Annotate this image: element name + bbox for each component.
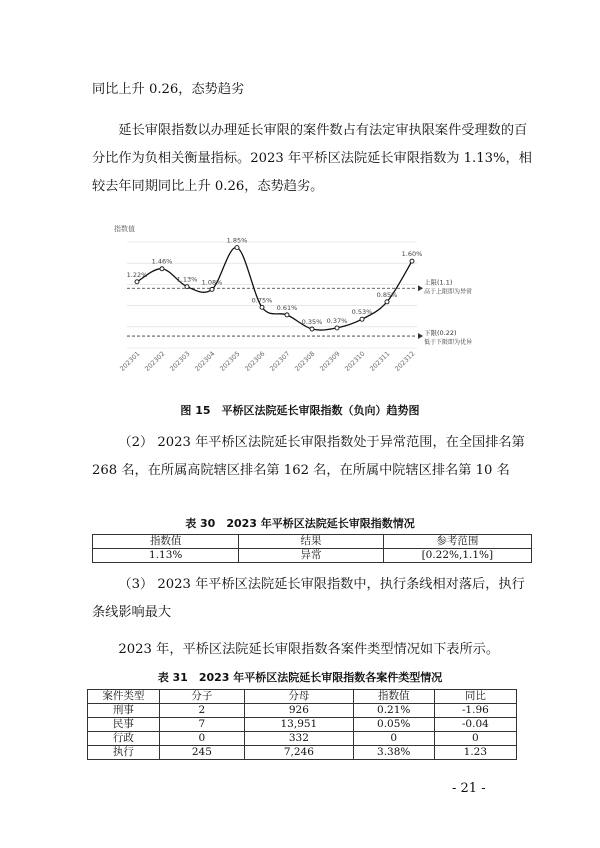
header-result: 结果 [239,535,383,549]
reference-range-cell: [0.22%,1.1%] [383,549,531,563]
header-reference-range: 参考范围 [383,535,531,549]
paragraph-intro-table: 2023 年，平桥区法院延长审限指数各案件类型情况如下表所示。 [118,642,500,657]
numerator-cell: 0 [159,732,244,746]
data-point [310,327,314,331]
page-number: - 21 - [452,781,486,796]
numerator-cell: 7 [159,718,244,732]
trend-chart [112,222,473,382]
data-label: 1.13% [176,275,198,284]
lower-limit-label: 下限(0.22) [424,329,457,338]
case-type-cell: 刑事 [88,704,160,718]
x-tick-label: 202302 [143,349,167,373]
upper-limit-note: 高于上限即为异常 [424,288,473,296]
table-row [88,718,517,732]
lower-limit-note: 低于下限即为优异 [424,339,473,347]
data-point [160,267,164,271]
x-tick-label: 202307 [268,349,292,373]
data-point [235,246,239,250]
data-label: 0.61% [276,303,298,312]
table-row [93,549,532,563]
index-cell: 0.05% [353,718,434,732]
data-label: 1.60% [401,250,423,259]
denominator-cell: 7,246 [245,746,354,760]
case-type-table [87,689,517,760]
data-label: 0.35% [301,318,323,326]
data-label: 0.75% [251,296,273,305]
header-index-value: 指数值 [93,535,239,549]
header-case-type: 案件类型 [88,690,160,704]
data-label: 1.46% [151,257,173,266]
x-tick-label: 202303 [168,349,192,373]
data-label: 1.22% [126,270,148,279]
table-row [88,704,517,718]
header-numerator: 分子 [159,690,244,704]
paragraph-execution: （3） 2023 年平桥区法院延长审限指数中，执行条线相对落后，执行条线影响最大 [92,577,525,620]
x-tick-label: 202301 [118,349,142,373]
data-label: 1.85% [226,236,248,245]
x-tick-label: 202305 [218,349,242,373]
numerator-cell: 245 [159,746,244,760]
index-cell: 3.38% [353,746,434,760]
numerator-cell: 2 [159,704,244,718]
denominator-cell: 13,951 [245,718,354,732]
paragraph-definition: 延长审限指数以办理延长审限的案件数占有法定审执限案件受理数的百分比作为负相关衡量指标。2023 年平桥区法院延长审限指数为 1.13%，相较去年同期同比上升 0.26，态势趋劣。 [92,123,532,194]
yoy-cell: 1.23 [434,746,516,760]
table-row [88,732,517,746]
data-label: 1.08% [201,278,223,287]
data-point [385,300,389,304]
case-type-cell: 执行 [88,746,160,760]
index-table [92,534,532,563]
yoy-cell: -0.04 [434,718,516,732]
data-point [335,326,339,330]
case-type-cell: 民事 [88,718,160,732]
x-tick-label: 202308 [293,349,317,373]
x-tick-label: 202312 [393,349,417,373]
data-point [210,287,214,291]
data-point [135,280,139,284]
lower-limit-arrow [418,333,423,339]
data-label: 0.53% [351,308,373,317]
table-row [88,746,517,760]
result-cell: 异常 [239,549,383,563]
denominator-cell: 926 [245,704,354,718]
denominator-cell: 332 [245,732,354,746]
x-tick-label: 202311 [368,349,392,373]
x-tick-label: 202304 [193,349,217,373]
data-label: 0.37% [326,316,348,325]
data-point [360,317,364,321]
header-yoy: 同比 [434,690,516,704]
paragraph-ranking: （2） 2023 年平桥区法院延长审限指数处于异常范围，在全国排名第 268 名，在所属高院辖区排名第 162 名，在所属中院辖区排名第 10 名 [92,435,525,478]
y-axis-label: 指数值 [114,225,135,233]
index-value-cell: 1.13% [93,549,239,563]
x-tick-label: 202309 [318,349,342,373]
table30-caption: 表 30 2023 年平桥区法院延长审限指数情况 [185,517,415,530]
header-index: 指数值 [353,690,434,704]
data-point [185,285,189,289]
figure-caption: 图 15 平桥区法院延长审限指数（负向）趋势图 [180,404,420,417]
header-denominator: 分母 [245,690,354,704]
data-point [410,259,414,263]
index-cell: 0.21% [353,704,434,718]
upper-limit-arrow [418,285,423,291]
case-type-cell: 行政 [88,732,160,746]
x-tick-label: 202306 [243,349,267,373]
data-point [285,313,289,317]
data-label: 0.85% [376,290,398,299]
x-tick-label: 202310 [343,349,367,373]
upper-limit-label: 上限(1.1) [424,278,453,287]
yoy-cell: -1.96 [434,704,516,718]
table31-caption: 表 31 2023 年平桥区法院延长审限指数各案件类型情况 [157,671,443,684]
series-line [137,247,412,330]
index-cell: 0 [353,732,434,746]
yoy-cell: 0 [434,732,516,746]
data-point [260,305,264,309]
section-heading: 同比上升 0.26，态势趋劣 [92,82,245,97]
